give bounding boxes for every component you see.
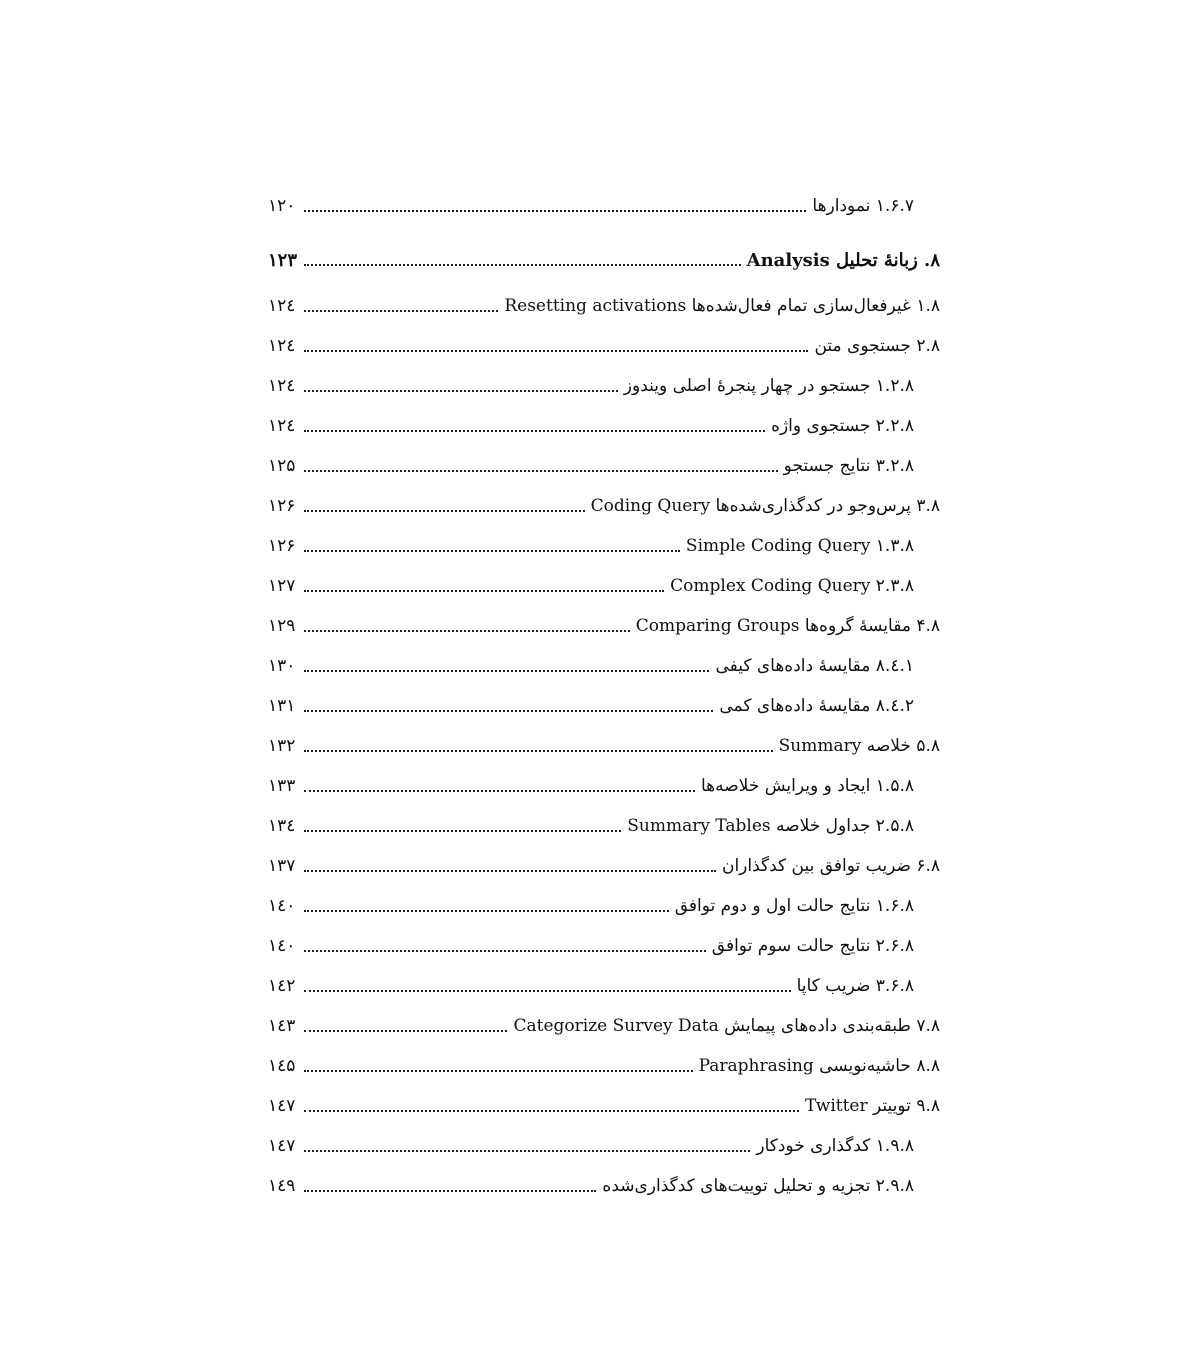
dot-leader [304,1150,750,1152]
toc-entry[interactable] [268,1006,940,1046]
toc-entry-title: ۱.۵.۸ ایجاد و ویرایش خلاصه‌ها [700,776,914,796]
toc-page-number: ۱۳۰ [268,656,296,676]
toc-page-number: ۱۳۳ [268,776,296,796]
toc-page-number: ۱٤۰ [268,896,296,916]
toc-entry[interactable] [268,182,940,230]
toc-page-number: ۱٤۷ [268,1136,296,1156]
toc-entry-title: ۲.٤.۸ مقایسهٔ داده‌های کمی [719,696,914,716]
toc-page-number: ۱۳۲ [268,736,296,756]
dot-leader [304,430,765,432]
toc-entry[interactable] [268,926,940,966]
dot-leader [304,470,778,472]
toc-entry-title: ۲.۵.۸ جداول خلاصه Summary Tables [627,816,914,836]
toc-entry-title: ۹.۸ توییتر Twitter [805,1096,940,1116]
dot-leader [304,550,680,552]
toc-entry-title: ۶.۸ ضریب توافق بین کدگذاران [721,856,940,876]
toc-page-number: ۱٤۷ [268,1096,296,1116]
toc-page-number: ۱۲۹ [268,616,296,636]
toc-entry[interactable] [268,566,940,606]
toc-entry[interactable] [268,686,940,726]
toc-entry-title: ۴.۸ مقایسهٔ گروه‌ها Comparing Groups [635,616,940,636]
dot-leader [304,1070,693,1072]
toc-entry[interactable] [268,1166,940,1206]
toc-page-number: ۱۲٤ [268,336,296,356]
toc-page-number: ۱۳٤ [268,816,296,836]
dot-leader [304,590,664,592]
toc-entry-title: ۱.۳.۸ Simple Coding Query [685,536,914,556]
toc-page-number: ۱٤۹ [268,1176,296,1196]
toc-entry[interactable] [268,1046,940,1086]
toc-page-number: ۱۲٤ [268,296,296,316]
toc-entry-title: ۱.٤.۸ مقایسهٔ داده‌های کیفی [715,656,914,676]
dot-leader [304,750,773,752]
toc-entry-title: ۱.۹.۸ کدگذاری خودکار [756,1136,914,1156]
toc-entry[interactable] [268,886,940,926]
dot-leader [304,350,808,352]
toc-entry-title: ۱.۶.۸ نتایج حالت اول و دوم توافق [674,896,914,916]
toc-entry[interactable] [268,486,940,526]
toc-page-number: ۱۲٤ [268,376,296,396]
toc-entry[interactable] [268,966,940,1006]
toc-page-number: ۱۲٤ [268,416,296,436]
toc-page-number: ۱۲۳ [268,249,298,271]
toc-entry-title: ۳.۲.۸ نتایج جستجو [783,456,914,476]
toc-entry[interactable] [268,406,940,446]
dot-leader [304,790,695,792]
toc-entry[interactable] [268,766,940,806]
dot-leader [304,910,669,912]
toc-entry-title: ۲.۳.۸ Complex Coding Query [670,576,914,596]
toc-entry[interactable] [268,806,940,846]
dot-leader [304,670,709,672]
dot-leader [304,950,706,952]
dot-leader [304,990,791,992]
toc-page-number: ۱۲۷ [268,576,296,596]
toc-entry[interactable] [268,366,940,406]
toc-page-number: ۱۲۰ [268,196,296,216]
dot-leader [304,210,806,212]
dot-leader [304,390,618,392]
toc-entry[interactable] [268,286,940,326]
toc-chapter-entry[interactable] [268,234,940,286]
dot-leader [304,510,585,512]
dot-leader [304,1110,799,1112]
toc-page-number: ۱٤۳ [268,1016,296,1036]
dot-leader [304,830,621,832]
toc-entry-title: ۲.۹.۸ تجزیه و تحلیل توییت‌های کدگذاری‌شده [602,1176,914,1196]
dot-leader [304,1030,507,1032]
toc-entry[interactable] [268,1086,940,1126]
table-of-contents [268,182,940,1206]
toc-page-number: ۱۲۵ [268,456,296,476]
toc-entry-title: ۸.۸ حاشیه‌نویسی Paraphrasing [698,1056,940,1076]
toc-entry[interactable] [268,1126,940,1166]
toc-entry-title: ۷.۸ طبقه‌بندی داده‌های پیمایش Categorize Survey Data [513,1016,940,1036]
toc-entry-title: ۲.۲.۸ جستجوی واژه [771,416,914,436]
toc-entry-title: ۵.۸ خلاصه Summary [778,736,940,756]
dot-leader [304,310,498,312]
dot-leader [304,264,741,266]
dot-leader [304,630,630,632]
toc-entry-title: ۱.۸ غیرفعال‌سازی تمام فعال‌شده‌ها Resetting activations [504,296,940,316]
toc-entry[interactable] [268,726,940,766]
toc-page-number: ۱٤۵ [268,1056,296,1076]
toc-entry-title: ۳.۶.۸ ضریب کاپا [796,976,914,996]
toc-entry[interactable] [268,326,940,366]
toc-page-number: ۱۳۷ [268,856,296,876]
toc-entry-title: ۸. زبانهٔ تحلیل Analysis [746,249,940,271]
toc-page-number: ۱۲۶ [268,536,296,556]
toc-entry-title: ۲.۸ جستجوی متن [814,336,940,356]
toc-entry[interactable] [268,526,940,566]
toc-entry-title: ۲.۶.۸ نتایج حالت سوم توافق [711,936,914,956]
dot-leader [304,710,713,712]
toc-entry-title: ۳.۸ پرس‌وجو در کدگذاری‌شده‌ها Coding Query [590,496,940,516]
toc-page-number: ۱۲۶ [268,496,296,516]
dot-leader [304,1190,596,1192]
toc-entry-title: ۱.۶.۷ نمودارها [812,196,914,216]
toc-entry[interactable] [268,846,940,886]
toc-entry[interactable] [268,606,940,646]
toc-entry[interactable] [268,646,940,686]
toc-entry-title: ۱.۲.۸ جستجو در چهار پنجرهٔ اصلی ویندوز [623,376,914,396]
toc-page-number: ۱٤۰ [268,936,296,956]
toc-page-number: ۱۳۱ [268,696,296,716]
toc-page-number: ۱٤۲ [268,976,296,996]
dot-leader [304,870,716,872]
toc-entry[interactable] [268,446,940,486]
